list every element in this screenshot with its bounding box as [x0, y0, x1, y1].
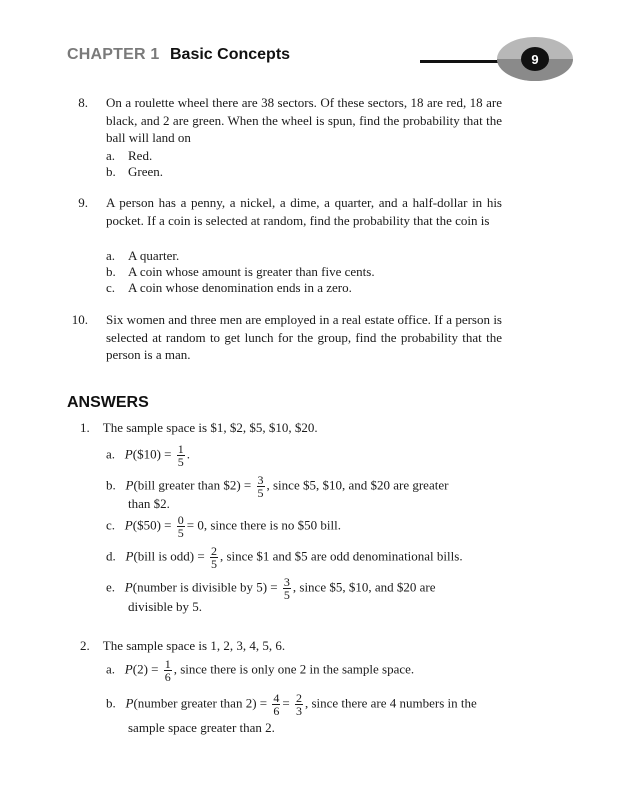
- fraction: $\frac{3}{5}$: [283, 575, 290, 602]
- fraction: $\frac{2}{5}$: [210, 544, 217, 571]
- answer-1b-cont: than $2.: [128, 496, 170, 511]
- answer-1b: b. P(bill greater than $2) = $\frac{3}{5}$ , since $5, $10, and $20 are greater: [106, 473, 449, 500]
- question-number: 8.: [78, 95, 88, 110]
- fraction: $\frac{1}{6}$: [164, 657, 171, 684]
- fraction: $\frac{4}{6}$: [273, 691, 280, 718]
- answer-1c: c. P($50) = $\frac{0}{5}$ = 0, since there is no $50 bill.: [106, 513, 342, 540]
- chapter-title: Basic Concepts: [170, 46, 291, 63]
- page-number: 9: [531, 52, 539, 67]
- question-text: A person has a penny, a nickel, a dime, a quarter, and a half-dollar in his pocket. If a coin is selected at random, find the probability that the coin is: [106, 195, 502, 228]
- chapter-label: CHAPTER 1: [67, 46, 160, 63]
- answer-2a: a. P(2) = $\frac{1}{6}$ , since there is only one 2 in the sample space.: [106, 657, 415, 684]
- answer-1e: e. P(number is divisible by 5) = $\frac{3}{5}$ , since $5, $10, and $20 are: [106, 575, 436, 602]
- answer-1-intro: 1. The sample space is $1, $2, $5, $10, $20.: [80, 420, 318, 435]
- question-number: 9.: [78, 195, 88, 210]
- fraction: $\frac{1}{5}$: [177, 442, 184, 469]
- question-text: On a roulette wheel there are 38 sectors. Of these sectors, 18 are red, 18 are black, and 2 are green. When the wheel is spun, find the probability that the ball will land on: [106, 95, 502, 145]
- fraction: $\frac{3}{5}$: [257, 473, 264, 500]
- answer-2-intro: 2. The sample space is 1, 2, 3, 4, 5, 6.: [80, 638, 286, 653]
- header-rule: [420, 60, 502, 63]
- answers-heading: ANSWERS: [67, 394, 149, 411]
- question-text: Six women and three men are employed in a real estate office. If a person is selected at random to get lunch for the group, find the probability that the person is a man.: [106, 312, 502, 362]
- fraction: $\frac{2}{3}$: [295, 691, 302, 718]
- answer-1a: a. P($10) = $\frac{1}{5}$ .: [106, 442, 190, 469]
- answer-1d: d. P(bill is odd) = $\frac{2}{5}$ , since $1 and $5 are odd denominational bills.: [106, 544, 463, 571]
- answer-2b: b. P(number greater than 2) = $\frac{4}{6}$ = $\frac{2}{3}$ , since there are 4 numbers in the: [106, 691, 477, 718]
- answer-1e-cont: divisible by 5.: [128, 599, 203, 614]
- fraction: $\frac{0}{5}$: [177, 513, 184, 540]
- question-number: 10.: [71, 312, 88, 327]
- answer-2b-cont: sample space greater than 2.: [128, 720, 275, 735]
- page-number-badge: [496, 36, 574, 82]
